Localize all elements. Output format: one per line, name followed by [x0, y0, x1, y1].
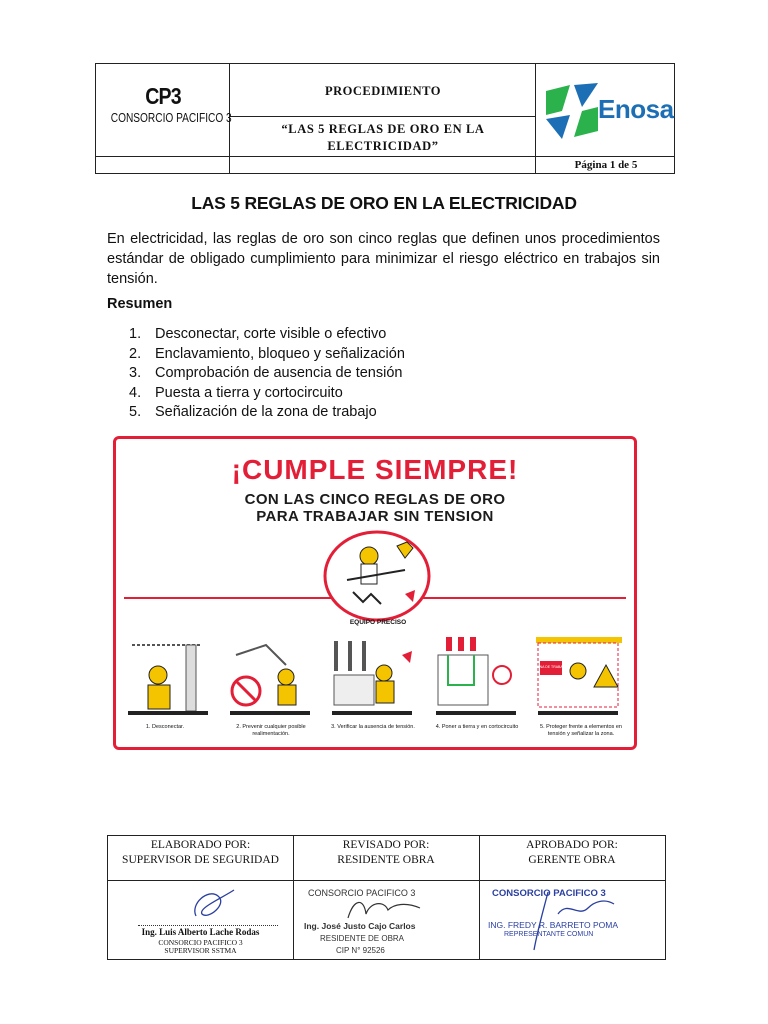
step-disconnect-illustration: [124, 635, 214, 720]
elaborated-org: CONSORCIO PACIFICO 3: [158, 938, 243, 947]
approved-stamp-org: CONSORCIO PACIFICO 3: [492, 888, 606, 899]
step-caption-3: 3. Verificar la ausencia de tensión.: [331, 724, 415, 730]
list-item: [107, 403, 405, 423]
rule-text: Puesta a tierra y cortocircuito: [155, 384, 343, 401]
rule-number: 2.: [129, 345, 142, 362]
step-signaling-illustration: [534, 635, 626, 720]
rule-number: 5.: [129, 404, 142, 420]
approved-name: ING. FREDY R. BARRETO POMA: [488, 920, 619, 930]
approved-role: GERENTE OBRA: [528, 854, 616, 866]
signature-line: [138, 925, 278, 926]
rule-text: Enclavamiento, bloqueo y señalización: [155, 345, 405, 362]
elaborated-role: SUPERVISOR DE SEGURIDAD: [122, 854, 279, 866]
worker-equipment-illustration: [317, 530, 437, 622]
document-header: [95, 63, 675, 174]
step-caption-2: 2. Prevenir cualquier posible realimentación.: [236, 724, 306, 737]
reviewed-cip: CIP N° 92526: [336, 946, 385, 955]
list-item: [107, 345, 405, 365]
step-lockout-illustration: [226, 635, 316, 720]
reviewed-header: [293, 838, 479, 868]
elaborated-position: SUPERVISOR SSTMA: [164, 946, 237, 955]
signature-mark: [188, 886, 238, 926]
step-caption-5: 5. Proteger frente a elementos en tensión y señalizar la zona.: [540, 724, 622, 737]
reviewed-role: RESIDENTE OBRA: [337, 854, 435, 866]
reviewed-position: RESIDENTE DE OBRA: [320, 934, 405, 943]
rule-text: Señalización de la zona de trabajo: [155, 404, 377, 420]
summary-heading: Resumen: [107, 296, 173, 312]
document-title: LAS 5 REGLAS DE ORO EN LA ELECTRICIDAD: [191, 193, 577, 213]
intro-paragraph: En electricidad, las reglas de oro son cinco reglas que definen unos procedimientos estándar de obligado cumplimiento para minimizar el riesgo eléctrico en trabajos sin tensión.: [107, 231, 660, 287]
company-logo: [96, 64, 230, 157]
reviewed-label: REVISADO POR:: [342, 839, 430, 851]
procedure-title: [230, 121, 536, 155]
procedure-title-line1: “LAS 5 REGLAS DE ORO EN LA: [281, 122, 485, 136]
divider: [229, 116, 535, 117]
rule-number: 3.: [129, 365, 142, 381]
rules-list: [107, 325, 405, 423]
page-number: Página 1 de 5: [574, 159, 638, 171]
divider: [108, 880, 665, 881]
company-name: CONSORCIO PACIFICO 3: [110, 110, 232, 125]
step-grounding-illustration: [432, 635, 522, 720]
safety-poster: [113, 436, 637, 750]
enosa-logo-icon: [542, 81, 602, 141]
company-short-name: CP3: [145, 83, 181, 109]
list-item: [107, 325, 405, 345]
client-logo-text: Enosa: [598, 94, 674, 124]
rule-number: 4.: [129, 384, 142, 401]
approved-header: [479, 838, 665, 868]
signature-mark: [344, 894, 424, 924]
approved-label: APROBADO POR:: [526, 839, 618, 851]
rule-text: Comprobación de ausencia de tensión: [155, 365, 403, 381]
procedure-label: PROCEDIMIENTO: [324, 84, 441, 98]
poster-subtitle-line1: CON LAS CINCO REGLAS DE ORO: [244, 491, 506, 508]
rule-number: 1.: [129, 326, 142, 342]
signature-table: [107, 835, 666, 960]
reviewed-name: Ing. José Justo Cajo Carlos: [304, 921, 416, 931]
poster-subtitle-line2: PARA TRABAJAR SIN TENSION: [256, 508, 494, 525]
step-verify-illustration: [328, 635, 418, 720]
poster-subtitle: [116, 491, 634, 525]
list-item: [107, 364, 405, 384]
elaborated-header: [108, 838, 293, 868]
equipment-label: EQUIPO PRECISO: [349, 619, 407, 626]
step-caption-4: 4. Poner a tierra y en cortocircuito: [435, 724, 519, 730]
elaborated-label: ELABORADO POR:: [150, 839, 251, 851]
poster-headline: ¡CUMPLE SIEMPRE!: [231, 454, 519, 485]
procedure-title-line2: ELECTRICIDAD”: [327, 139, 439, 153]
elaborated-name: Ing. Luis Alberto Lache Rodas: [141, 927, 260, 937]
approved-position: REPRESENTANTE COMUN: [504, 931, 594, 938]
rule-text: Desconectar, corte visible o efectivo: [155, 326, 387, 342]
danger-sign-text: ZONA DE TRABAJO: [534, 665, 568, 669]
step-caption-1: 1. Desconectar.: [145, 724, 185, 730]
list-item: [107, 384, 405, 404]
reviewed-stamp-org: CONSORCIO PACIFICO 3: [308, 888, 416, 898]
